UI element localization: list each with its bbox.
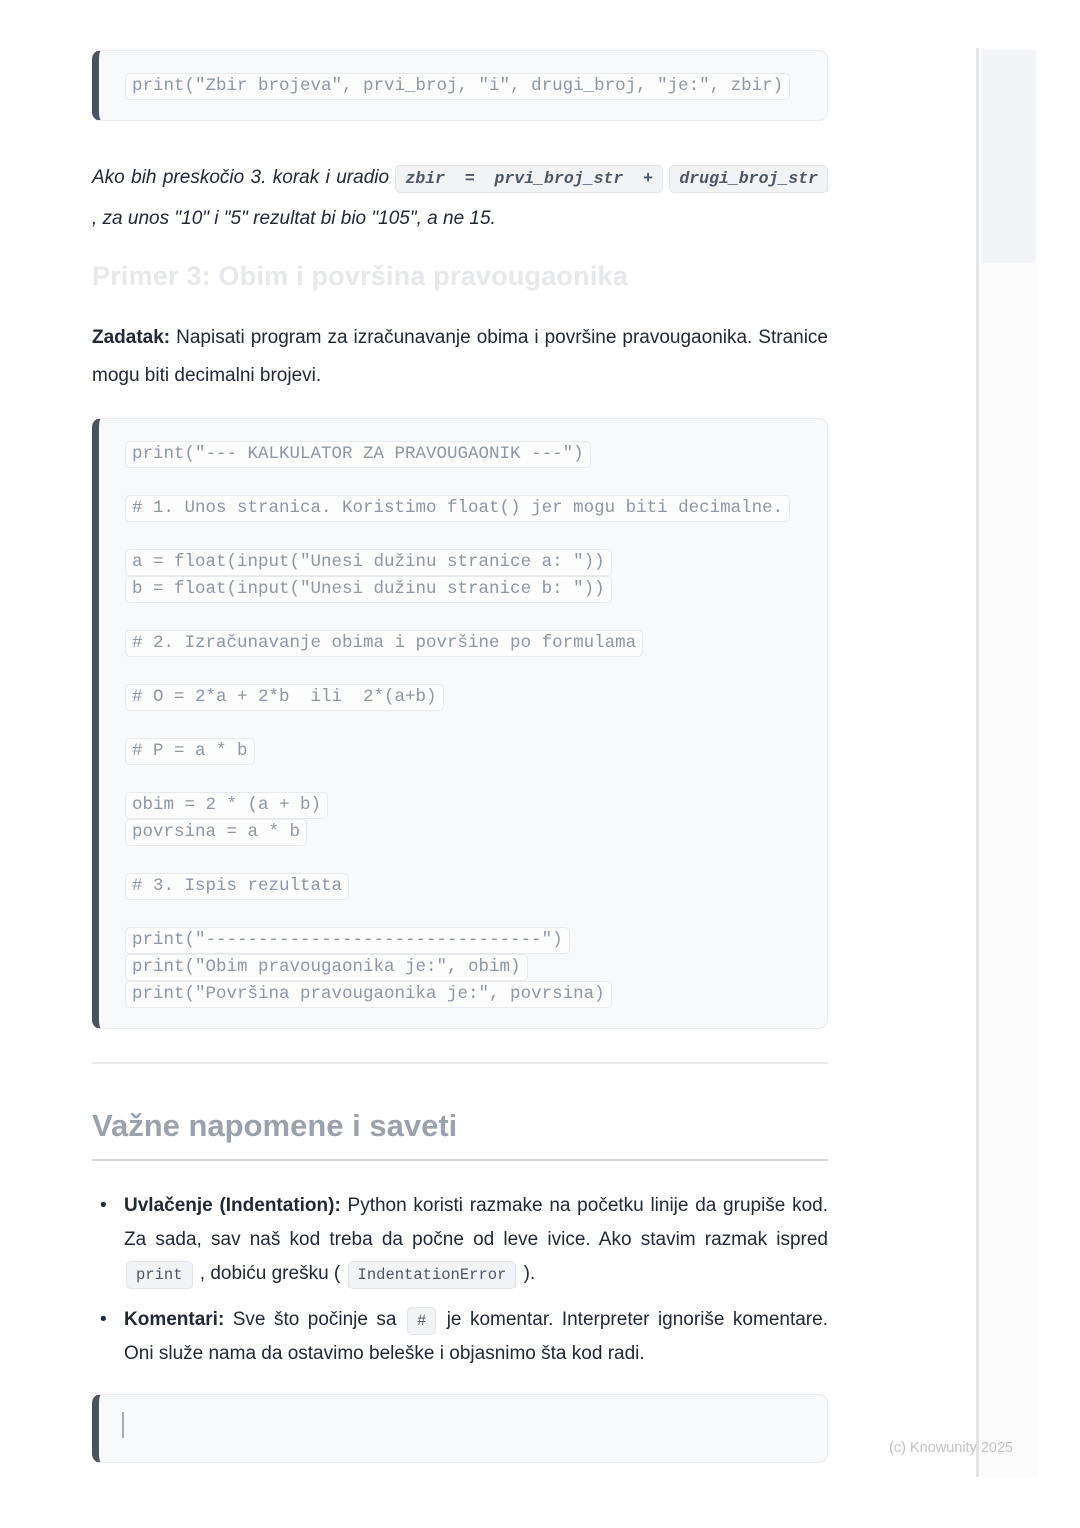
code-line-text: print("Obim pravougaonika je:", obim) [125,954,528,981]
code-blank-line [125,521,801,548]
code-line [125,872,801,899]
code-line-text: # P = a * b [125,738,255,765]
code-blank-line [125,656,801,683]
note-text-before: Ako bih preskočio 3. korak i uradio [92,167,396,188]
bullet-text: Python koristi razmake na početku linije da grupiše kod. Za sada, sav naš kod treba da počne od leve ivice. Ako stavim razmak ispred [124,1195,828,1250]
faded-heading-primer-3: Primer 3: Obim i površina pravougaonika [92,261,628,291]
note-paragraph [92,157,828,239]
task-text: Napisati program za izračunavanje obima i površine pravougaonika. Stranice mogu biti decimalni brojevi. [92,327,828,386]
task-lead: Zadatak: [92,327,171,348]
list-item-komentari [92,1303,828,1371]
code-line-text: print("Površina pravougaonika je:", povrsina) [125,981,612,1008]
scrollbar-thumb[interactable] [983,50,1035,263]
code-line [125,72,801,99]
code-blank-line [125,764,801,791]
code-line [125,953,801,980]
code-line-text: # 1. Unos stranica. Koristimo float() jer mogu biti decimalne. [125,495,790,522]
code-line-text: print("--------------------------------") [125,927,570,954]
code-line [125,629,801,656]
code-blank-line [125,845,801,872]
code-line [125,440,801,467]
inline-code-indentation-error: IndentationError [348,1261,517,1289]
code-line-text: a = float(input("Unesi dužinu stranice a: ")) [125,549,612,576]
note-text-after: , za unos "10" i "5" rezultat bi bio "105", a ne 15. [92,208,496,229]
code-line-text: print("--- KALKULATOR ZA PRAVOUGAONIK ---") [125,441,591,468]
bullet-text: , dobiću grešku ( [194,1263,346,1284]
code-line [125,575,801,602]
horizontal-rule [92,1062,828,1064]
copyright-watermark: (c) Knowunity 2025 [889,1440,1014,1456]
code-line [125,737,801,764]
inline-code-print: print [126,1261,193,1289]
code-block-kalkulator [92,418,828,1029]
bullet-text: Sve što počinje sa [224,1309,405,1330]
code-line-text: print("Zbir brojeva", prvi_broj, "i", drugi_broj, "je:", zbir) [125,73,790,100]
code-line-text: obim = 2 * (a + b) [125,792,328,819]
code-line [125,791,801,818]
bullet-lead: Komentari: [124,1309,225,1330]
code-blank-line [125,710,801,737]
code-line [125,926,801,953]
section-heading-vazne-napomene: Važne napomene i saveti [92,1108,828,1161]
code-line [125,818,801,845]
code-line [125,548,801,575]
code-line-text: b = float(input("Unesi dužinu stranice b: ")) [125,576,612,603]
document-content [92,0,828,1463]
code-blank-line [125,602,801,629]
bullet-lead: Uvlačenje (Indentation): [124,1195,341,1216]
code-blank-line [125,467,801,494]
code-line-text: povrsina = a * b [125,819,307,846]
inline-code-zbir-expression: zbir = prvi_broj_str + [395,165,663,193]
page-edge-divider [976,48,979,1477]
code-line-text: # O = 2*a + 2*b ili 2*(a+b) [125,684,444,711]
list-item-indentation [92,1189,828,1291]
code-line-text: # 2. Izračunavanje obima i površine po formulama [125,630,643,657]
code-line [125,980,801,1007]
code-block-empty [92,1394,828,1463]
inline-code-drugi-broj-str: drugi_broj_str [669,165,828,193]
bullet-text: ). [518,1263,536,1284]
code-line [125,683,801,710]
bullet-text: je komentar. Interpreter ignoriše komentare. Oni služe nama da ostavimo beleške i objasnimo šta kod radi. [124,1309,828,1364]
inline-code-hash: # [407,1307,436,1335]
code-line-text: # 3. Ispis rezultata [125,873,349,900]
code-blank-line [125,899,801,926]
code-block-print-zbir [92,50,828,121]
text-cursor [122,1412,124,1438]
task-paragraph [92,319,828,395]
notes-list [92,1189,828,1371]
code-line [125,494,801,521]
